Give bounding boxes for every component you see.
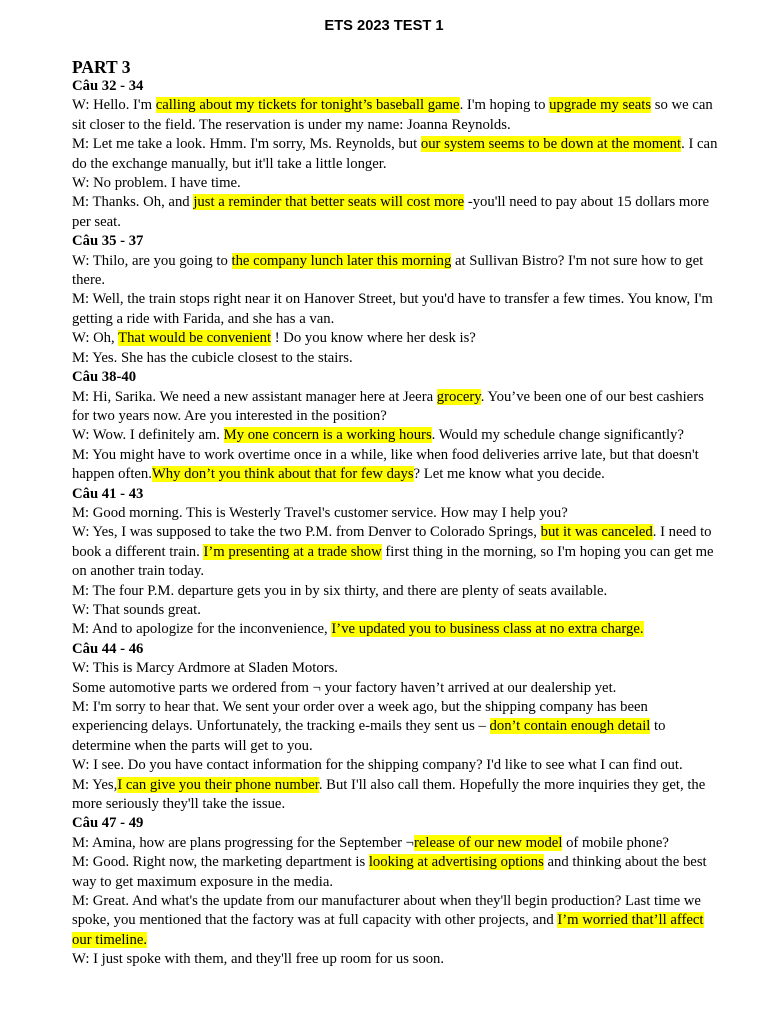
section-heading: Câu 38-40 (72, 369, 137, 386)
highlighted-text: upgrade my seats (549, 97, 652, 114)
dialogue-line (72, 679, 718, 698)
dialogue-line (72, 174, 718, 193)
dialogue-line (72, 698, 718, 756)
dialogue-line (72, 446, 718, 485)
line-text: W: That sounds great. (72, 601, 201, 618)
line-text: . I can do the exchange manually, but it'll take a little longer. (72, 136, 718, 172)
section-heading: Câu 47 - 49 (72, 815, 144, 832)
highlighted-text: I’m worried that’ll affect our timeline. (72, 912, 704, 948)
section-heading: Câu 35 - 37 (72, 233, 144, 250)
highlighted-text: Why don’t you think about that for few days (151, 466, 414, 483)
line-text: to determine when the parts will get to you. (72, 718, 666, 754)
dialogue-line (72, 96, 718, 135)
line-text: M: Hi, Sarika. We need a new assistant manager here at Jeera (72, 388, 437, 405)
highlighted-text: grocery (436, 388, 481, 405)
line-text: M: Let me take a look. Hmm. I'm sorry, Ms. Reynolds, but (72, 136, 421, 153)
dialogue-line (72, 349, 718, 368)
part-title: PART 3 (72, 57, 131, 77)
highlighted-text: looking at advertising options (368, 854, 544, 871)
highlighted-text: I’ve updated you to business class at no extra charge. (331, 621, 644, 638)
highlighted-text: release of our new model (413, 834, 563, 851)
line-text: M: And to apologize for the inconvenience, (72, 621, 332, 638)
dialogue-line (72, 892, 718, 950)
transcript-section (72, 368, 718, 484)
line-text: at Sullivan Bistro? I'm not sure how to get there. (72, 252, 704, 289)
dialogue-line (72, 135, 718, 174)
highlighted-text: calling about my tickets for tonight’s baseball game (155, 97, 460, 114)
section-heading: Câu 41 - 43 (72, 485, 144, 502)
line-text: M: I'm sorry to hear that. We sent your order over a week ago, but the shipping company has been experiencing delays. Unfortunately, the tracking e-mails they sent us – (72, 699, 648, 735)
dialogue-line (72, 290, 718, 329)
line-text: ? Let me know what you decide. (413, 466, 605, 483)
dialogue-line (72, 329, 718, 348)
dialogue-line (72, 504, 718, 523)
highlighted-text: just a reminder that better seats will cost more (193, 194, 465, 211)
dialogue-line (72, 426, 718, 445)
line-text: W: This is Marcy Ardmore at Sladen Motors. (72, 660, 338, 677)
dialogue-line (72, 834, 718, 853)
section-heading: Câu 44 - 46 (72, 640, 144, 657)
dialogue-line (72, 756, 718, 775)
line-text: W: Yes, I was supposed to take the two P.M. from Denver to Colorado Springs, (72, 524, 541, 541)
highlighted-text: I’m presenting at a trade show (203, 543, 382, 560)
line-text: M: Great. And what's the update from our manufacturer about when they'll begin production? Last time we spoke, you mentioned that the factory was at full capacity with other projects, and (72, 893, 701, 929)
line-text: M: You might have to work overtime once in a while, like when food deliveries arrive late, but that doesn't happen often. (72, 446, 699, 483)
line-text: M: Amina, how are plans progressing for the September ¬ (72, 834, 414, 851)
transcript-content (72, 77, 718, 970)
line-text: M: Good morning. This is Westerly Travel's customer service. How may I help you? (72, 504, 568, 521)
document-title: ETS 2023 TEST 1 (324, 18, 444, 34)
line-text: W: I just spoke with them, and they'll free up room for us soon. (72, 951, 445, 968)
dialogue-line (72, 388, 718, 427)
line-text: M: Yes, (72, 776, 118, 793)
dialogue-line (72, 252, 718, 291)
dialogue-line (72, 601, 718, 620)
dialogue-line (72, 193, 718, 232)
line-text: W: Wow. I definitely am. (72, 427, 224, 444)
line-text: M: Thanks. Oh, and (72, 194, 194, 211)
dialogue-line (72, 776, 718, 815)
line-text: M: The four P.M. departure gets you in by six thirty, and there are plenty of seats available. (72, 582, 608, 599)
transcript-section (72, 814, 718, 969)
line-text: -you'll need to pay about 15 dollars more per seat. (72, 194, 710, 230)
dialogue-line (72, 620, 718, 639)
line-text: W: Oh, (72, 330, 119, 347)
line-text: of mobile phone? (562, 834, 669, 851)
dialogue-line (72, 853, 718, 892)
line-text: so we can sit closer to the field. The reservation is under my name: Joanna Reynolds. (72, 97, 713, 133)
dialogue-line (72, 523, 718, 581)
line-text: and thinking about the best way to get maximum exposure in the media. (72, 854, 707, 890)
highlighted-text: That would be convenient (118, 330, 272, 347)
transcript-section (72, 232, 718, 368)
line-text: first thing in the morning, so I'm hoping you can get me on another train today. (72, 543, 714, 580)
line-text: . Would my schedule change significantly? (431, 427, 684, 444)
highlighted-text: the company lunch later this morning (231, 252, 452, 269)
highlighted-text: I can give you their phone number (117, 776, 319, 793)
transcript-section (72, 640, 718, 815)
transcript-section (72, 77, 718, 232)
line-text: M: Well, the train stops right near it on Hanover Street, but you'd have to transfer a few times. You know, I'm getting a ride with Farida, and she has a van. (72, 291, 713, 327)
dialogue-line (72, 582, 718, 601)
transcript-section (72, 485, 718, 640)
line-text: ! Do you know where her desk is? (271, 330, 476, 347)
line-text: . But I'll also call them. Hopefully the more inquiries they get, the more seriously they'll take the issue. (72, 776, 706, 813)
line-text: M: Yes. She has the cubicle closest to the stairs. (72, 349, 353, 366)
highlighted-text: My one concern is a working hours (223, 427, 432, 444)
line-text: W: Hello. I'm (72, 97, 156, 114)
line-text: . I need to book a different train. (72, 524, 712, 560)
line-text: Some automotive parts we ordered from ¬ your factory haven’t arrived at our dealership yet. (72, 679, 617, 696)
highlighted-text: don’t contain enough detail (489, 718, 651, 735)
dialogue-line (72, 659, 718, 678)
highlighted-text: but it was canceled (540, 524, 653, 541)
section-heading: Câu 32 - 34 (72, 78, 144, 94)
line-text: W: Thilo, are you going to (72, 252, 232, 269)
dialogue-line (72, 950, 718, 969)
line-text: W: No problem. I have time. (72, 175, 241, 192)
line-text: W: I see. Do you have contact information for the shipping company? I'd like to see what I can find out. (72, 757, 683, 774)
highlighted-text: our system seems to be down at the moment (420, 136, 682, 153)
line-text: M: Good. Right now, the marketing department is (72, 854, 369, 871)
line-text: . I'm hoping to (459, 97, 550, 114)
line-text: . You’ve been one of our best cashiers for two years now. Are you interested in the position? (72, 388, 704, 424)
